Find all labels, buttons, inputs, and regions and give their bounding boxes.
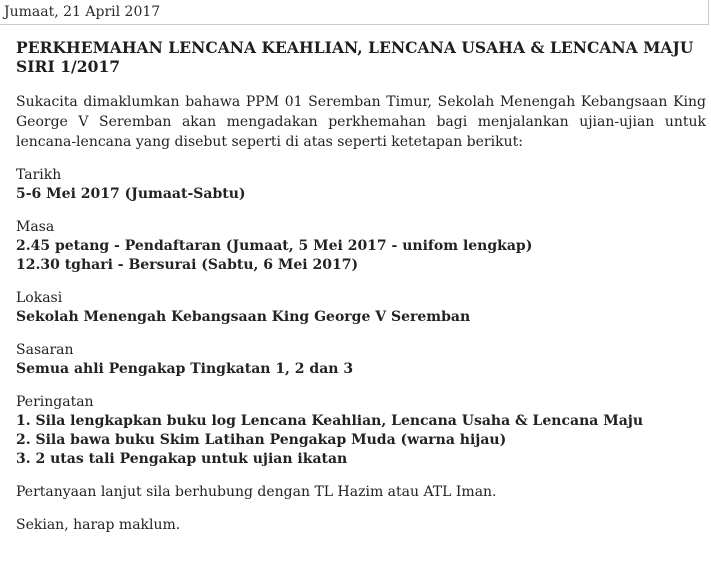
post-body	[16, 38, 706, 535]
lokasi-section	[16, 289, 706, 327]
closing-text: Sekian, harap maklum.	[16, 517, 181, 533]
masa-label: Masa	[16, 219, 55, 235]
post-title: PERKHEMAHAN LENCANA KEAHLIAN, LENCANA USAHA & LENCANA MAJU SIRI 1/2017	[16, 38, 694, 76]
intro-paragraph: Sukacita dimaklumkan bahawa PPM 01 Seremban Timur, Sekolah Menengah Kebangsaan King George V Seremban akan mengadakan perkhemahan bagi menjalankan ujian-ujian untuk lencana-lencana yang disebut seperti di atas seperti ketetapan berikut:	[16, 94, 706, 150]
masa-section	[16, 218, 706, 275]
lokasi-label: Lokasi	[16, 290, 63, 306]
masa-line: 2.45 petang - Pendaftaran (Jumaat, 5 Mei 2017 - unifom lengkap)	[16, 238, 533, 254]
pertanyaan-text: Pertanyaan lanjut sila berhubung dengan TL Hazim atau ATL Iman.	[16, 484, 497, 500]
sasaran-label: Sasaran	[16, 342, 74, 358]
peringatan-item: 3. 2 utas tali Pengakap untuk ujian ikatan	[16, 451, 348, 467]
tarikh-label: Tarikh	[16, 167, 62, 183]
masa-line: 12.30 tghari - Bersurai (Sabtu, 6 Mei 2017)	[16, 257, 359, 273]
sasaran-value: Semua ahli Pengakap Tingkatan 1, 2 dan 3	[16, 361, 354, 377]
sasaran-section	[16, 341, 706, 379]
tarikh-value: 5-6 Mei 2017 (Jumaat-Sabtu)	[16, 186, 246, 202]
tarikh-section	[16, 166, 706, 204]
peringatan-item: 2. Sila bawa buku Skim Latihan Pengakap Muda (warna hijau)	[16, 432, 507, 448]
peringatan-label: Peringatan	[16, 394, 94, 410]
peringatan-section	[16, 393, 706, 469]
post-date: Jumaat, 21 April 2017	[0, 0, 709, 25]
lokasi-value: Sekolah Menengah Kebangsaan King George V Seremban	[16, 309, 471, 325]
peringatan-item: 1. Sila lengkapkan buku log Lencana Keahlian, Lencana Usaha & Lencana Maju	[16, 413, 644, 429]
